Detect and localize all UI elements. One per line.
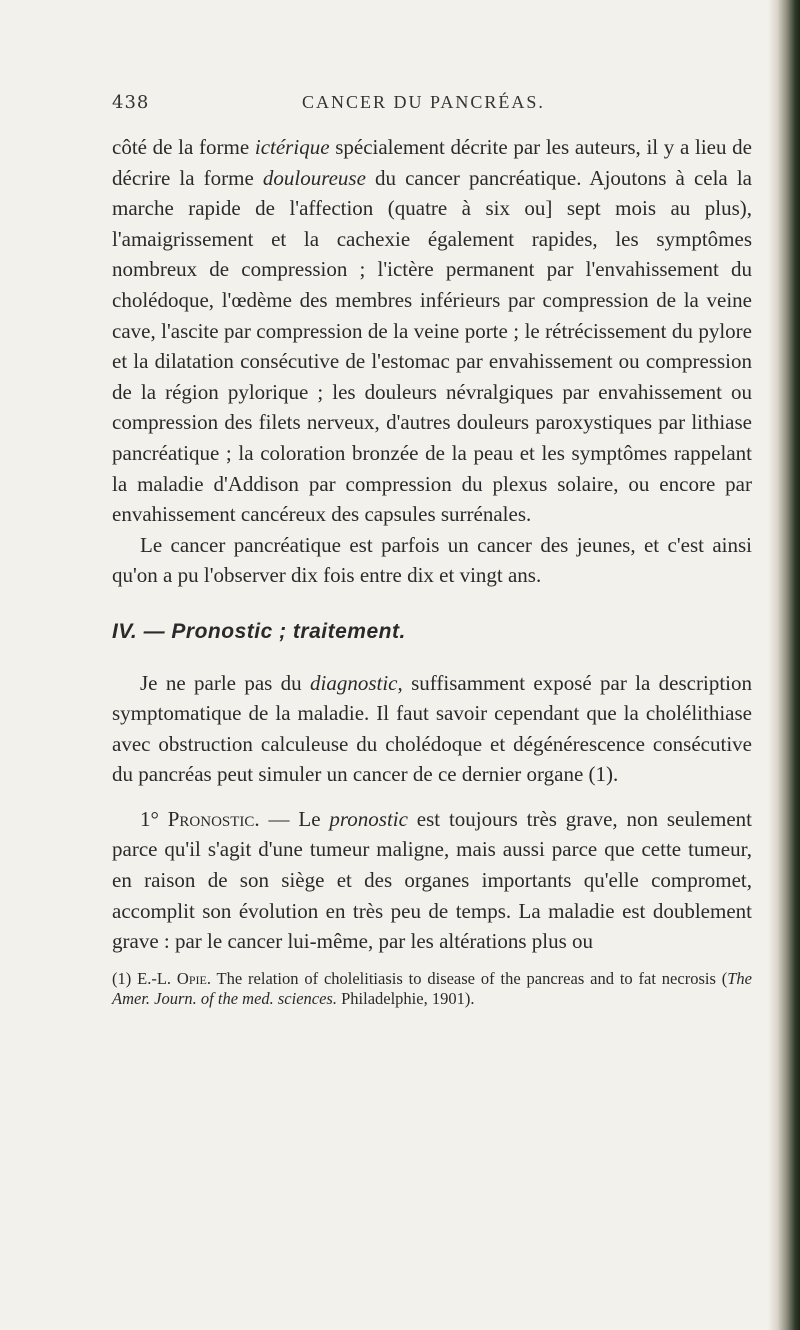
text-run: , suffisamment exposé par la description symptomatique de la maladie. Il faut savoir cependant que la cholélithiase avec obstruction calculeuse du cholédoque et dégénérescence consécutive du pancréas peut simuler un cancer de ce dernier organe (1). (112, 670, 752, 787)
footnote-1 (112, 969, 752, 1009)
italic-term-diagnostic: diagnostic (310, 670, 398, 695)
book-binding-edge (768, 0, 800, 1330)
text-run: Philadelphie, 1901). (336, 988, 475, 1008)
text-run: du cancer pancréatique. Ajoutons à cela la marche rapide de l'affection (quatre à six ou] sept mois au plus), l'amaigrissement et la cachexie également rapides, les symptômes nombreux de compression ; l'ictère permanent par l'envahissement du cholédoque, l'œdème des membres inférieurs par compression de la veine cave, l'ascite par compression de la veine porte ; le rétrécissement du pylore et la dilatation consécutive de l'estomac par envahissement ou compression de la région pylorique ; les douleurs névralgiques par envahissement ou compression des filets nerveux, d'autres douleurs paroxystiques par lithiase pancréatique ; la coloration bronzée de la peau et les symptômes rappelant la maladie d'Addison par compression du plexus solaire, ou encore par envahissement cancéreux des capsules surrénales. (112, 165, 752, 527)
text-run: The relation of cholelitiasis to disease of the pancreas and to fat necrosis ( (210, 968, 728, 988)
text-run: côté de la forme (112, 135, 255, 159)
footnote-journal-title: The Amer. Journ. of the med. sciences. (112, 968, 752, 1008)
small-caps-term-pronostic: Pronostic. (167, 806, 260, 831)
section-heading: IV. — Pronostic ; traitement. (112, 619, 406, 643)
text-run: Je ne parle pas du (140, 670, 310, 695)
paragraph-symptoms (112, 132, 752, 530)
text-run: spécialement décrite par les auteurs, il y a lieu de décrire la forme (112, 135, 753, 190)
italic-term-icterique: ictérique (254, 135, 330, 159)
paragraph-diagnostic (112, 668, 752, 790)
italic-term-pronostic: pronostic (329, 806, 408, 831)
italic-term-douloureuse: douloureuse (262, 165, 366, 190)
page-header (112, 92, 752, 132)
running-title: CANCER DU PANCRÉAS. (302, 92, 545, 112)
page-number: 438 (112, 92, 150, 113)
text-run: — Le (259, 806, 330, 831)
text-run: 1° (140, 806, 168, 831)
paragraph-young-patients: Le cancer pancréatique est parfois un cancer des jeunes, et c'est ainsi qu'on a pu l'observer dix fois entre dix et vingt ans. (112, 532, 752, 588)
paragraph-pronostic (112, 804, 752, 957)
text-run: est toujours très grave, non seulement parce qu'il s'agit d'une tumeur maligne, mais aussi parce que cette tumeur, en raison de son siège et des organes importants qu'elle compromet, accomplit son évolution en très peu de temps. La maladie est doublement grave : par le cancer lui-même, par les altérations plus ou (112, 806, 752, 954)
body-text (112, 132, 752, 957)
text-run: (1) E.-L. (112, 968, 177, 988)
footnotes (112, 969, 752, 1009)
book-page (112, 92, 752, 1009)
footnote-author: Opie. (176, 968, 211, 988)
